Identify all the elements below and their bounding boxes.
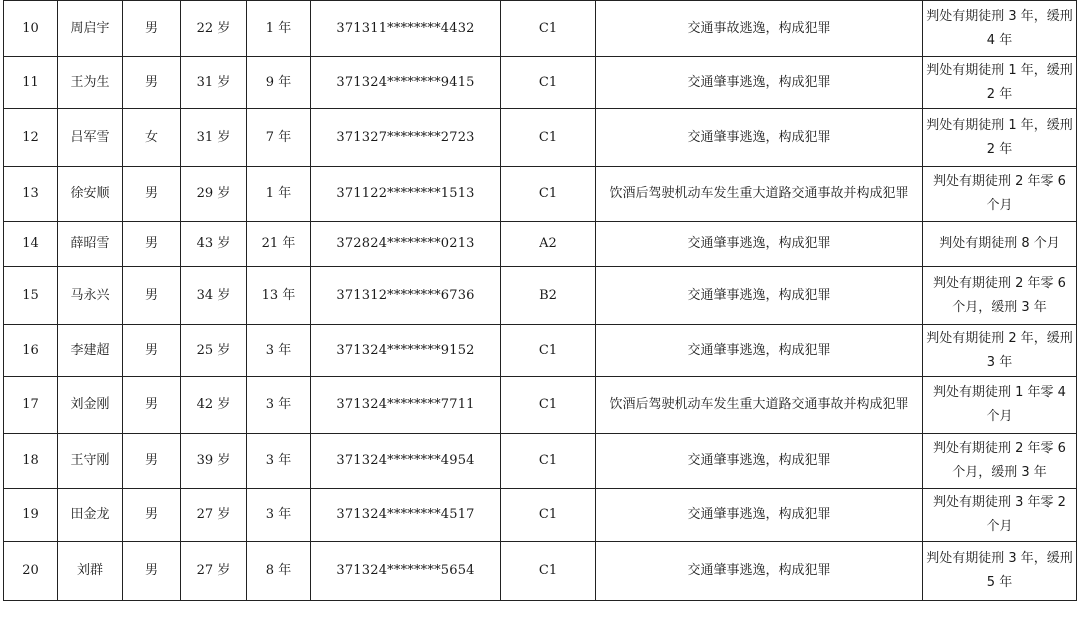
name-cell: 刘金刚 xyxy=(58,377,123,434)
gender-cell: 男 xyxy=(123,1,181,57)
id-number-cell: 371327********2723 xyxy=(311,109,501,167)
age-cell: 39 岁 xyxy=(181,434,247,489)
license-class-cell: C1 xyxy=(501,325,596,377)
name-cell: 王为生 xyxy=(58,57,123,109)
name-cell: 王守刚 xyxy=(58,434,123,489)
sentence-cell: 判处有期徒刑 2 年，缓刑 3 年 xyxy=(923,325,1077,377)
row-number: 11 xyxy=(4,57,58,109)
age-cell: 34 岁 xyxy=(181,267,247,325)
name-cell: 马永兴 xyxy=(58,267,123,325)
id-number-cell: 371324********7711 xyxy=(311,377,501,434)
driving-years-cell: 3 年 xyxy=(247,325,311,377)
offense-cell: 交通肇事逃逸，构成犯罪 xyxy=(596,489,923,542)
gender-cell: 男 xyxy=(123,222,181,267)
row-number: 12 xyxy=(4,109,58,167)
id-number-cell: 371324********9415 xyxy=(311,57,501,109)
gender-cell: 女 xyxy=(123,109,181,167)
driving-years-cell: 7 年 xyxy=(247,109,311,167)
license-class-cell: C1 xyxy=(501,1,596,57)
table-row xyxy=(4,167,1077,222)
table-row xyxy=(4,434,1077,489)
row-number: 17 xyxy=(4,377,58,434)
name-cell: 田金龙 xyxy=(58,489,123,542)
row-number: 20 xyxy=(4,542,58,601)
gender-cell: 男 xyxy=(123,57,181,109)
gender-cell: 男 xyxy=(123,325,181,377)
table-row xyxy=(4,489,1077,542)
id-number-cell: 371312********6736 xyxy=(311,267,501,325)
name-cell: 徐安顺 xyxy=(58,167,123,222)
id-number-cell: 371324********4517 xyxy=(311,489,501,542)
sentence-cell: 判处有期徒刑 1 年，缓刑 2 年 xyxy=(923,109,1077,167)
table-body xyxy=(4,1,1077,601)
license-class-cell: C1 xyxy=(501,489,596,542)
offense-cell: 交通肇事逃逸，构成犯罪 xyxy=(596,267,923,325)
sentence-cell: 判处有期徒刑 2 年零 6 个月 xyxy=(923,167,1077,222)
offense-cell: 交通肇事逃逸，构成犯罪 xyxy=(596,57,923,109)
sentence-cell: 判处有期徒刑 8 个月 xyxy=(923,222,1077,267)
driving-years-cell: 3 年 xyxy=(247,434,311,489)
gender-cell: 男 xyxy=(123,267,181,325)
license-class-cell: C1 xyxy=(501,542,596,601)
id-number-cell: 371122********1513 xyxy=(311,167,501,222)
license-class-cell: B2 xyxy=(501,267,596,325)
offense-cell: 饮酒后驾驶机动车发生重大道路交通事故并构成犯罪 xyxy=(596,167,923,222)
gender-cell: 男 xyxy=(123,434,181,489)
offense-cell: 交通肇事逃逸，构成犯罪 xyxy=(596,542,923,601)
offense-cell: 交通事故逃逸，构成犯罪 xyxy=(596,1,923,57)
table-row xyxy=(4,57,1077,109)
row-number: 10 xyxy=(4,1,58,57)
sentence-cell: 判处有期徒刑 3 年零 2 个月 xyxy=(923,489,1077,542)
row-number: 18 xyxy=(4,434,58,489)
sentence-cell: 判处有期徒刑 2 年零 6 个月，缓刑 3 年 xyxy=(923,434,1077,489)
name-cell: 李建超 xyxy=(58,325,123,377)
sentence-cell: 判处有期徒刑 3 年，缓刑 4 年 xyxy=(923,1,1077,57)
driving-years-cell: 1 年 xyxy=(247,167,311,222)
name-cell: 刘群 xyxy=(58,542,123,601)
driving-years-cell: 9 年 xyxy=(247,57,311,109)
age-cell: 22 岁 xyxy=(181,1,247,57)
license-class-cell: C1 xyxy=(501,57,596,109)
name-cell: 周启宇 xyxy=(58,1,123,57)
age-cell: 42 岁 xyxy=(181,377,247,434)
row-number: 13 xyxy=(4,167,58,222)
table-row xyxy=(4,325,1077,377)
offense-cell: 交通肇事逃逸，构成犯罪 xyxy=(596,434,923,489)
gender-cell: 男 xyxy=(123,377,181,434)
id-number-cell: 371324********4954 xyxy=(311,434,501,489)
license-class-cell: C1 xyxy=(501,109,596,167)
offense-cell: 饮酒后驾驶机动车发生重大道路交通事故并构成犯罪 xyxy=(596,377,923,434)
table-row xyxy=(4,1,1077,57)
row-number: 14 xyxy=(4,222,58,267)
id-number-cell: 371311********4432 xyxy=(311,1,501,57)
gender-cell: 男 xyxy=(123,167,181,222)
offense-cell: 交通肇事逃逸，构成犯罪 xyxy=(596,325,923,377)
table-row xyxy=(4,222,1077,267)
id-number-cell: 371324********5654 xyxy=(311,542,501,601)
license-class-cell: A2 xyxy=(501,222,596,267)
driving-years-cell: 1 年 xyxy=(247,1,311,57)
sentence-cell: 判处有期徒刑 1 年，缓刑 2 年 xyxy=(923,57,1077,109)
table-row xyxy=(4,542,1077,601)
age-cell: 25 岁 xyxy=(181,325,247,377)
driving-years-cell: 3 年 xyxy=(247,489,311,542)
driving-years-cell: 3 年 xyxy=(247,377,311,434)
row-number: 19 xyxy=(4,489,58,542)
table-row xyxy=(4,267,1077,325)
driving-years-cell: 13 年 xyxy=(247,267,311,325)
name-cell: 吕军雪 xyxy=(58,109,123,167)
offense-cell: 交通肇事逃逸，构成犯罪 xyxy=(596,222,923,267)
row-number: 15 xyxy=(4,267,58,325)
name-cell: 薛昭雪 xyxy=(58,222,123,267)
age-cell: 27 岁 xyxy=(181,489,247,542)
row-number: 16 xyxy=(4,325,58,377)
license-class-cell: C1 xyxy=(501,434,596,489)
age-cell: 27 岁 xyxy=(181,542,247,601)
gender-cell: 男 xyxy=(123,489,181,542)
id-number-cell: 371324********9152 xyxy=(311,325,501,377)
driving-years-cell: 21 年 xyxy=(247,222,311,267)
sentence-cell: 判处有期徒刑 1 年零 4 个月 xyxy=(923,377,1077,434)
sentence-cell: 判处有期徒刑 3 年，缓刑 5 年 xyxy=(923,542,1077,601)
license-class-cell: C1 xyxy=(501,167,596,222)
id-number-cell: 372824********0213 xyxy=(311,222,501,267)
age-cell: 29 岁 xyxy=(181,167,247,222)
offender-table xyxy=(3,0,1077,601)
driving-years-cell: 8 年 xyxy=(247,542,311,601)
age-cell: 31 岁 xyxy=(181,57,247,109)
table-row xyxy=(4,377,1077,434)
license-class-cell: C1 xyxy=(501,377,596,434)
gender-cell: 男 xyxy=(123,542,181,601)
table-row xyxy=(4,109,1077,167)
offense-cell: 交通肇事逃逸，构成犯罪 xyxy=(596,109,923,167)
age-cell: 31 岁 xyxy=(181,109,247,167)
age-cell: 43 岁 xyxy=(181,222,247,267)
sentence-cell: 判处有期徒刑 2 年零 6 个月，缓刑 3 年 xyxy=(923,267,1077,325)
